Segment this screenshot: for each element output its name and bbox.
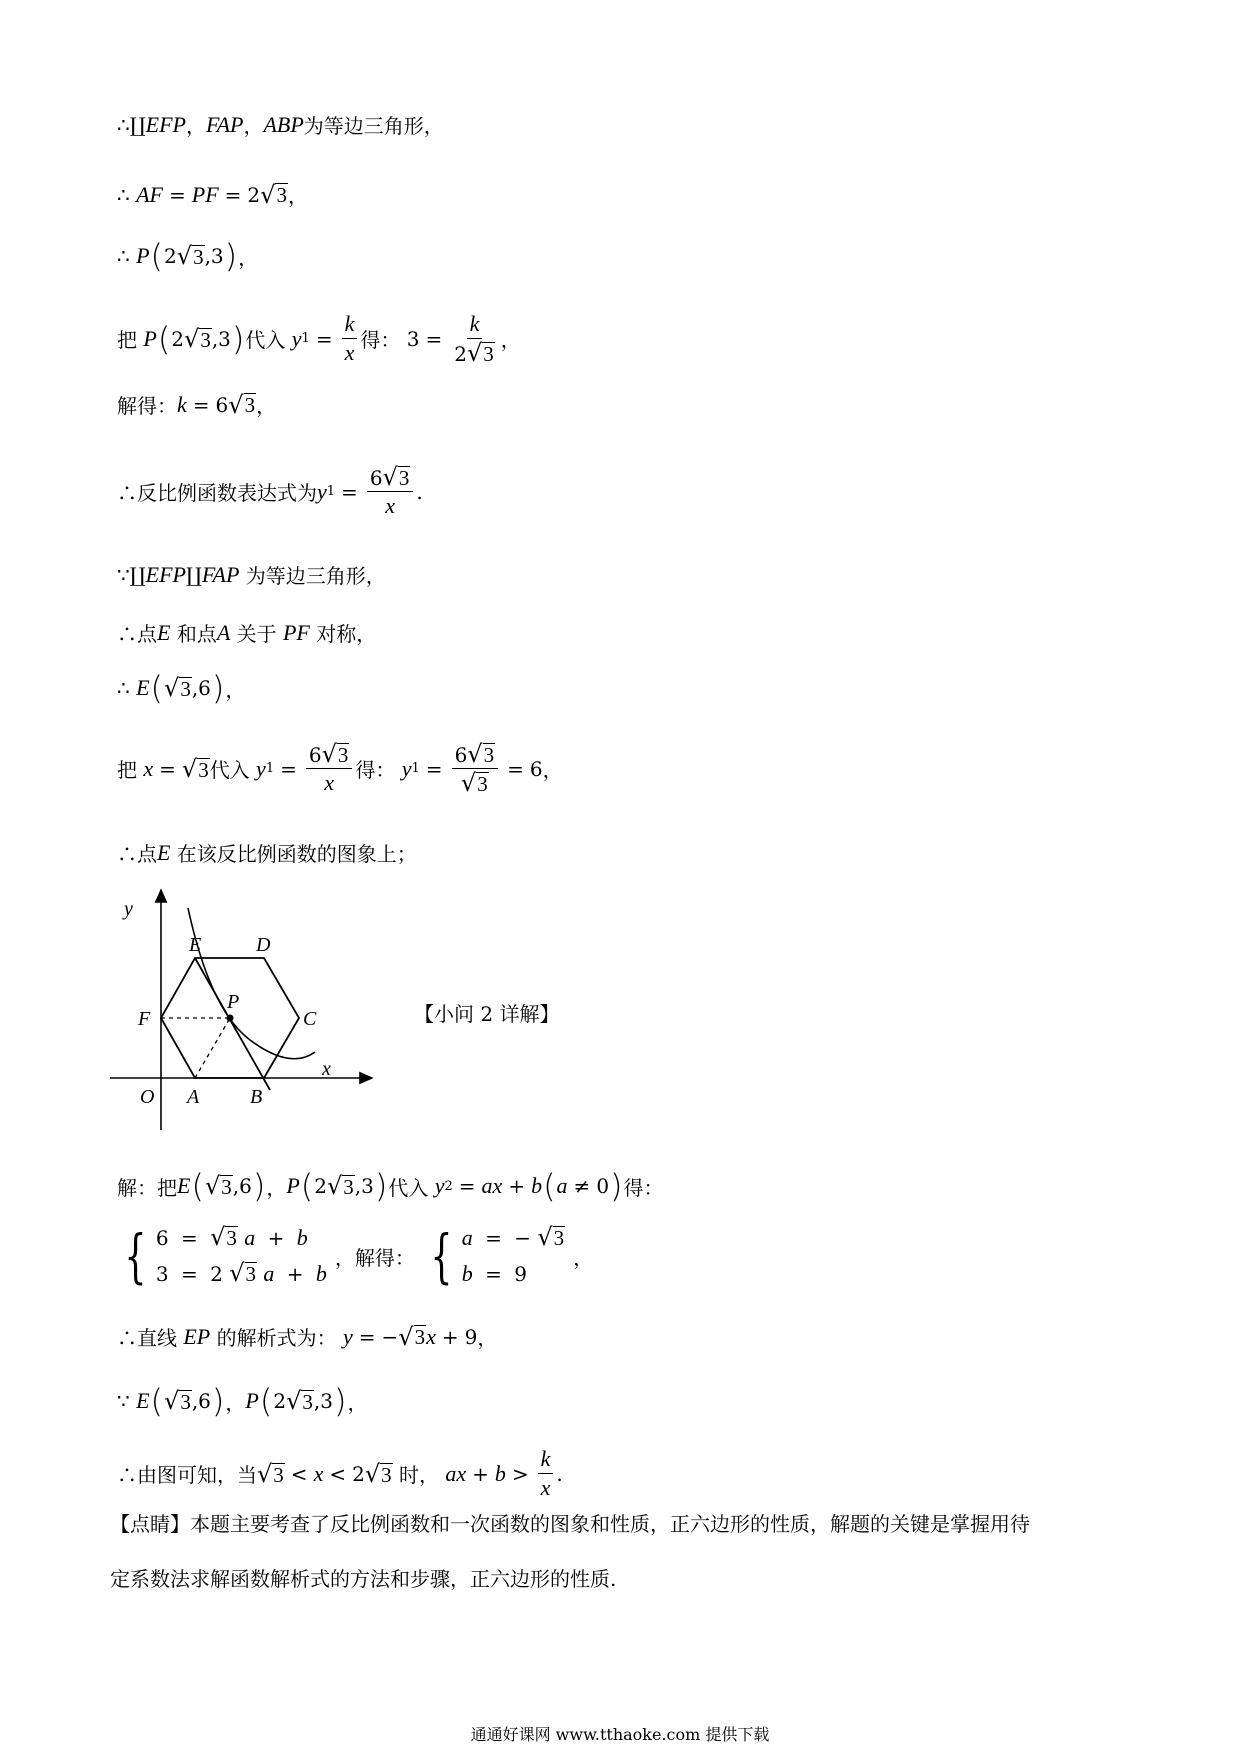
math-var: EFP [145, 561, 186, 587]
radicand: 3 [483, 342, 494, 367]
radicand: 3 [198, 757, 209, 782]
math-op: = [358, 1324, 376, 1349]
math-num: 9 [464, 1324, 478, 1349]
radicand: 3 [276, 183, 287, 208]
text: ∴反比例函数表达式为 [117, 481, 317, 506]
math-var: y [291, 325, 302, 351]
math-num: 2 [171, 326, 185, 351]
triangle-symbol: ∐ [129, 562, 146, 587]
math-op: = [341, 479, 358, 504]
math-op: = [159, 756, 176, 781]
denominator: x [344, 340, 355, 366]
math-num: 2 [273, 1389, 287, 1413]
text: ， [238, 245, 259, 270]
math-op: = [507, 756, 524, 781]
math-var: EFP [145, 111, 186, 137]
text: 对称， [316, 622, 377, 646]
radicand: 3 [414, 1325, 426, 1350]
radicand: 3 [244, 393, 256, 418]
label-f: F [138, 1008, 151, 1030]
radicand: 3 [337, 742, 349, 767]
math-op: = [485, 1262, 502, 1286]
math-op: − [381, 1324, 399, 1349]
math-op: = [181, 1262, 198, 1286]
math-var: x [426, 1323, 436, 1349]
denominator: x [385, 493, 395, 518]
label-p: P [227, 991, 240, 1013]
label-x: x [322, 1058, 331, 1080]
math-num: 2 [352, 1461, 365, 1486]
hyperbola-curve [188, 908, 315, 1059]
fraction [538, 1447, 554, 1500]
text: ∴由图可知，当 [117, 1463, 257, 1488]
sqrt: √ 3 [204, 1172, 232, 1200]
radicand: 3 [477, 772, 488, 797]
radicand: 3 [226, 1225, 237, 1250]
math-num: ,3 [313, 1389, 333, 1413]
text: ∴点 [117, 622, 157, 646]
math-var: PF [191, 181, 219, 207]
text: ， [477, 1326, 498, 1350]
text: ， [542, 758, 563, 783]
math-num: ,3 [354, 1174, 374, 1198]
equation-row: 3 = 2 √ 3 a + b [155, 1259, 327, 1287]
math-num: 2 [210, 1262, 223, 1286]
subscript: 1 [301, 331, 310, 347]
fraction [306, 742, 353, 795]
math-var: E [136, 675, 150, 700]
therefore-symbol: ∴ [117, 182, 130, 207]
math-op: = [425, 326, 443, 351]
math-var: y [434, 1173, 445, 1198]
radicand: 3 [180, 1389, 191, 1414]
label-e: E [189, 934, 202, 956]
math-num: 6 [529, 756, 543, 781]
math-num: 9 [514, 1262, 527, 1286]
math-num: ,3 [211, 326, 231, 351]
comment-line-1 [110, 1508, 1030, 1537]
radicand: 3 [381, 1462, 392, 1487]
math-op: = [181, 1226, 198, 1250]
denominator: √ 3 [460, 769, 488, 798]
math-op: = [315, 326, 333, 351]
text: 代入 [388, 1175, 429, 1200]
line-10 [117, 740, 563, 798]
sqrt: √ 3 [260, 180, 287, 209]
sqrt: √ 3 [326, 1172, 354, 1200]
math-op: ≠ [573, 1174, 591, 1198]
math-var: a [263, 1261, 275, 1286]
math-num: ,6 [191, 1389, 211, 1413]
math-num: 2 [314, 1174, 327, 1198]
line-2 [117, 180, 308, 209]
math-var: ax [445, 1460, 467, 1486]
sqrt: √ 3 [176, 242, 204, 270]
numerator: k [342, 312, 358, 339]
math-var: ax [481, 1173, 503, 1198]
math-var: k [177, 391, 187, 417]
math-var: y [342, 1323, 353, 1349]
math-var: b [315, 1261, 327, 1286]
text: ， [287, 184, 308, 208]
text: 代入 [209, 758, 250, 783]
math-var: b [494, 1460, 506, 1486]
math-num: 3 [155, 1262, 169, 1286]
math-var: b [461, 1261, 473, 1286]
sqrt: √ 3 [164, 674, 191, 702]
sqrt: √ 3 [364, 1459, 392, 1488]
math-op: > [511, 1461, 529, 1486]
fraction [367, 465, 414, 518]
line-13 [117, 1222, 594, 1290]
text: 为等边三角形， [303, 114, 444, 138]
text: . [556, 1461, 563, 1486]
section-title: 【小问 2 详解】 [414, 1002, 560, 1026]
text: 关于 [236, 622, 277, 646]
equation-row: 6 = √ 3 a + b [155, 1223, 308, 1251]
math-var: ABP [263, 111, 304, 137]
line-7 [117, 560, 386, 589]
subscript: 1 [265, 761, 275, 777]
math-op: + [508, 1174, 526, 1198]
therefore-symbol: ∴ [117, 112, 130, 137]
text: 得： [360, 328, 401, 353]
text: 解得： [117, 394, 177, 418]
fraction [452, 740, 499, 798]
radicand: 3 [200, 327, 211, 352]
sqrt: √ 3 [398, 1322, 426, 1351]
because-symbol: ∵ [117, 1389, 130, 1413]
subscript: 1 [326, 484, 336, 500]
math-num: 2 [247, 182, 261, 207]
math-var: y [256, 755, 266, 781]
math-var: E [157, 839, 171, 865]
line-16 [117, 1447, 563, 1500]
text: ， [256, 394, 277, 418]
hexagon-hyperbola-figure [110, 875, 390, 1135]
math-num: 3 [406, 326, 420, 351]
math-var: P [245, 1388, 259, 1413]
math-num: 6 [308, 743, 322, 767]
label-d: D [256, 934, 271, 956]
point-p-dot [227, 1015, 234, 1022]
therefore-symbol: ∴ [117, 244, 130, 268]
text: . [416, 479, 423, 504]
text: ， [243, 114, 264, 138]
math-var: a [244, 1225, 256, 1250]
triangle-symbol: ∐ [185, 562, 202, 587]
math-op: = [485, 1226, 502, 1250]
page-footer: 通通好课网 www.tthaoke.com 提供下载 [470, 1725, 770, 1744]
radicand: 3 [483, 743, 495, 768]
comment-text: 定系数法求解函数解析式的方法和步骤，正六边形的性质. [110, 1567, 617, 1591]
math-var: P [286, 1173, 300, 1198]
math-op: = [192, 392, 210, 417]
radicand: 3 [245, 1261, 257, 1286]
math-op: < [290, 1461, 308, 1486]
math-var: b [531, 1173, 543, 1198]
math-var: a [556, 1173, 568, 1198]
math-num: 2 [454, 342, 467, 367]
radicand: 3 [343, 1174, 354, 1199]
math-var: P [136, 243, 150, 268]
because-symbol: ∵ [117, 562, 130, 587]
text: ， [185, 114, 206, 138]
text: 为等边三角形， [245, 564, 386, 588]
text: ， [225, 677, 246, 702]
math-num: 6 [454, 743, 468, 768]
math-num: ,3 [204, 244, 224, 268]
label-o: O [140, 1086, 155, 1108]
math-op: = [224, 182, 242, 207]
sqrt: √ 3 [257, 1459, 284, 1488]
math-op: = [458, 1174, 476, 1198]
math-var: y [317, 478, 327, 504]
sqrt: √ 3 [286, 1387, 313, 1415]
sqrt: √ 3 [181, 754, 209, 783]
subscript: 2 [444, 1178, 453, 1194]
fraction [342, 312, 358, 365]
text: ∴点 [117, 842, 157, 866]
math-num: ,6 [191, 676, 211, 700]
numerator: 6 √ 3 [367, 465, 414, 492]
sqrt: √ 3 [164, 1387, 191, 1415]
comment-text: 【点睛】本题主要考查了反比例函数和一次函数的图象和性质，正六边形的性质，解题的关键是掌握用待 [110, 1512, 1030, 1536]
line-8 [117, 618, 376, 647]
text: ∴直线 [117, 1326, 177, 1350]
text: 的解析式为： [216, 1326, 337, 1350]
math-var: A [216, 619, 231, 645]
equation-system-right: { a = − √ 3 b = 9 [430, 1222, 565, 1290]
math-var: E [177, 1173, 191, 1198]
line-ep [195, 958, 270, 1090]
radicand: 3 [193, 244, 204, 269]
denominator: x [540, 1475, 551, 1501]
math-var: E [157, 619, 171, 645]
line-9: ∴ E ( √ 3 ,6 ) ， [117, 669, 246, 707]
text: 和点 [176, 622, 217, 646]
numerator: 6 √ 3 [306, 742, 353, 769]
label-c: C [303, 1008, 317, 1030]
math-op: + [472, 1461, 489, 1486]
equation-row [462, 1261, 565, 1287]
math-num: 2 [164, 244, 177, 268]
text: ， [225, 1390, 246, 1415]
numerator: 6 √ 3 [452, 742, 499, 769]
math-var: PF [282, 619, 310, 645]
text: 时， [398, 1463, 439, 1488]
radicand: 3 [273, 1462, 284, 1487]
radicand: 3 [302, 1389, 313, 1414]
math-op: = [280, 756, 297, 781]
line-12: 解：把 E ( √ 3 ,6 ) ， P ( 2 √ 3 ,3 ) 代入 y 2 = ax + b ( a ≠ 0 ) 得： [117, 1167, 664, 1205]
math-var: y [401, 755, 412, 781]
numerator: k [538, 1447, 554, 1474]
radicand: 3 [180, 676, 191, 701]
equation-row: a = − √ 3 [461, 1223, 565, 1251]
math-op: = [425, 756, 443, 781]
label-y: y [124, 898, 133, 920]
math-num: 6 [215, 392, 229, 417]
denominator: x [324, 770, 334, 795]
therefore-symbol: ∴ [117, 676, 130, 700]
math-op: − [514, 1226, 532, 1250]
subscript: 1 [411, 761, 420, 777]
sqrt: √ 3 [228, 390, 256, 419]
math-num: ,6 [232, 1174, 252, 1198]
math-op: + [441, 1324, 459, 1349]
math-num: 6 [369, 466, 383, 490]
text: 在该反比例函数的图象上； [176, 842, 417, 866]
text: ， [347, 1390, 368, 1415]
label-a: A [187, 1086, 200, 1108]
math-var: b [296, 1225, 308, 1250]
text: 解：把 [117, 1175, 177, 1200]
math-op: = [168, 182, 186, 207]
radicand: 3 [221, 1174, 232, 1199]
equation-system-left: { 6 = √ 3 a + b 3 = 2 √ 3 a + b [124, 1222, 327, 1290]
text: ， [573, 1245, 594, 1270]
label-b: B [250, 1086, 263, 1108]
line-15: ∵ E ( √ 3 ,6 ) ， P ( 2 √ 3 ,3 ) ， [117, 1382, 368, 1420]
math-var: x [143, 755, 154, 781]
numerator: k [467, 312, 483, 339]
line-1 [117, 110, 444, 139]
math-var: P [143, 325, 157, 351]
math-var: EP [183, 1323, 211, 1349]
line-6 [117, 465, 423, 518]
radicand: 3 [398, 465, 410, 490]
math-op: < [329, 1461, 347, 1486]
math-var: FAP [201, 561, 240, 587]
math-var: FAP [205, 111, 244, 137]
math-op: + [286, 1262, 304, 1286]
math-var: a [461, 1225, 473, 1250]
text: 把 [117, 328, 137, 353]
text: ， [500, 328, 521, 353]
text: ， [266, 1175, 287, 1200]
line-11 [117, 838, 417, 867]
comment-line-2 [110, 1563, 616, 1592]
text: 把 [117, 758, 137, 783]
line-4: 把 P ( 2 √ 3 ,3 ) 代入 y 1 = $\frac{k}{x}$ 得： 3 = k 2 √ 3 ， [117, 311, 521, 368]
math-num: 0 [596, 1174, 610, 1198]
sqrt: √ 3 [184, 324, 211, 353]
text: 代入 [245, 328, 286, 353]
triangle-symbol: ∐ [129, 112, 146, 137]
text: 得： [355, 758, 396, 783]
dashed-ap [195, 1018, 230, 1078]
math-var: x [313, 1460, 324, 1486]
math-num: 6 [155, 1226, 169, 1250]
line-5 [117, 390, 276, 419]
math-var: E [136, 1388, 150, 1413]
math-op: + [267, 1226, 285, 1250]
section-heading [414, 998, 559, 1027]
text: 得： [623, 1175, 664, 1200]
denominator: 2 √ 3 [454, 339, 494, 368]
math-var: AF [136, 181, 163, 207]
text: ，解得： [334, 1245, 415, 1270]
line-3: ∴ P ( 2 √ 3 ,3 ) ， [117, 237, 259, 275]
fraction [451, 311, 498, 368]
line-14 [117, 1322, 497, 1351]
radicand: 3 [553, 1225, 565, 1250]
